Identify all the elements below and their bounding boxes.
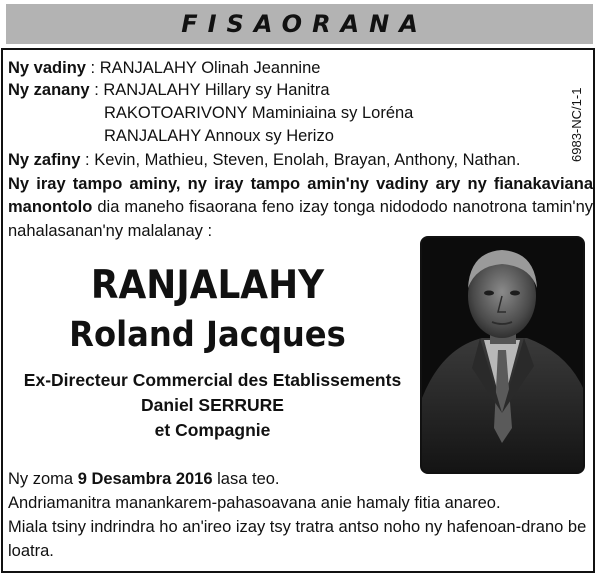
intro-line-2-bold: manontolo xyxy=(8,198,93,216)
intro-line-3: nahalasanan'ny malalanay : xyxy=(8,222,213,240)
vadiny-line xyxy=(8,58,320,78)
deceased-portrait xyxy=(420,236,585,474)
zanany-value-1: : RANJALAHY Hillary sy Hanitra xyxy=(94,81,330,99)
zanany-line xyxy=(8,80,330,100)
deceased-title-line-1: Ex-Directeur Commercial des Etablissements xyxy=(23,370,402,390)
deceased-title-line-2: Daniel SERRURE xyxy=(141,395,284,415)
vadiny-label: Ny vadiny xyxy=(8,59,86,77)
intro-line-2 xyxy=(8,196,593,219)
death-suffix: lasa teo. xyxy=(212,470,280,488)
zanany-label: Ny zanany xyxy=(8,81,90,99)
closing-line-2: Miala tsiny indrindra ho an'ireo izay tsy tratra antso noho ny hafenoan-drano be xyxy=(8,518,587,536)
zafiny-label: Ny zafiny xyxy=(8,151,81,169)
zafiny-value: : Kevin, Mathieu, Steven, Enolah, Brayan, Anthony, Nathan. xyxy=(85,151,521,169)
death-date: 9 Desambra 2016 xyxy=(77,470,213,488)
portrait-image xyxy=(422,238,583,472)
header-banner xyxy=(6,4,593,44)
deceased-given-names: Roland Jacques xyxy=(69,315,346,355)
intro-line-1: Ny iray tampo aminy, ny iray tampo amin'ny vadiny ary ny fianakaviana xyxy=(8,175,593,193)
death-line xyxy=(8,469,280,489)
zanany-value-3: RANJALAHY Annoux sy Herizo xyxy=(104,127,334,145)
deceased-title-line-3: et Compagnie xyxy=(154,420,271,440)
closing-line-3: loatra. xyxy=(8,542,54,560)
zanany-value-2: RAKOTOARIVONY Maminiaina sy Loréna xyxy=(104,104,414,122)
reference-code: 6983-NC/1-1 xyxy=(569,87,584,162)
death-prefix: Ny zoma xyxy=(8,470,78,488)
intro-line-2-rest: dia maneho fisaorana feno izay tonga nidododo nanotrona tamin'ny xyxy=(92,198,593,216)
vadiny-value: : RANJALAHY Olinah Jeannine xyxy=(90,59,321,77)
zafiny-line xyxy=(8,150,520,170)
deceased-surname: RANJALAHY xyxy=(90,263,325,308)
closing-line-1: Andriamanitra manankarem-pahasoavana anie hamaly fitia anareo. xyxy=(8,494,501,512)
header-title: FISAORANA xyxy=(181,10,428,38)
